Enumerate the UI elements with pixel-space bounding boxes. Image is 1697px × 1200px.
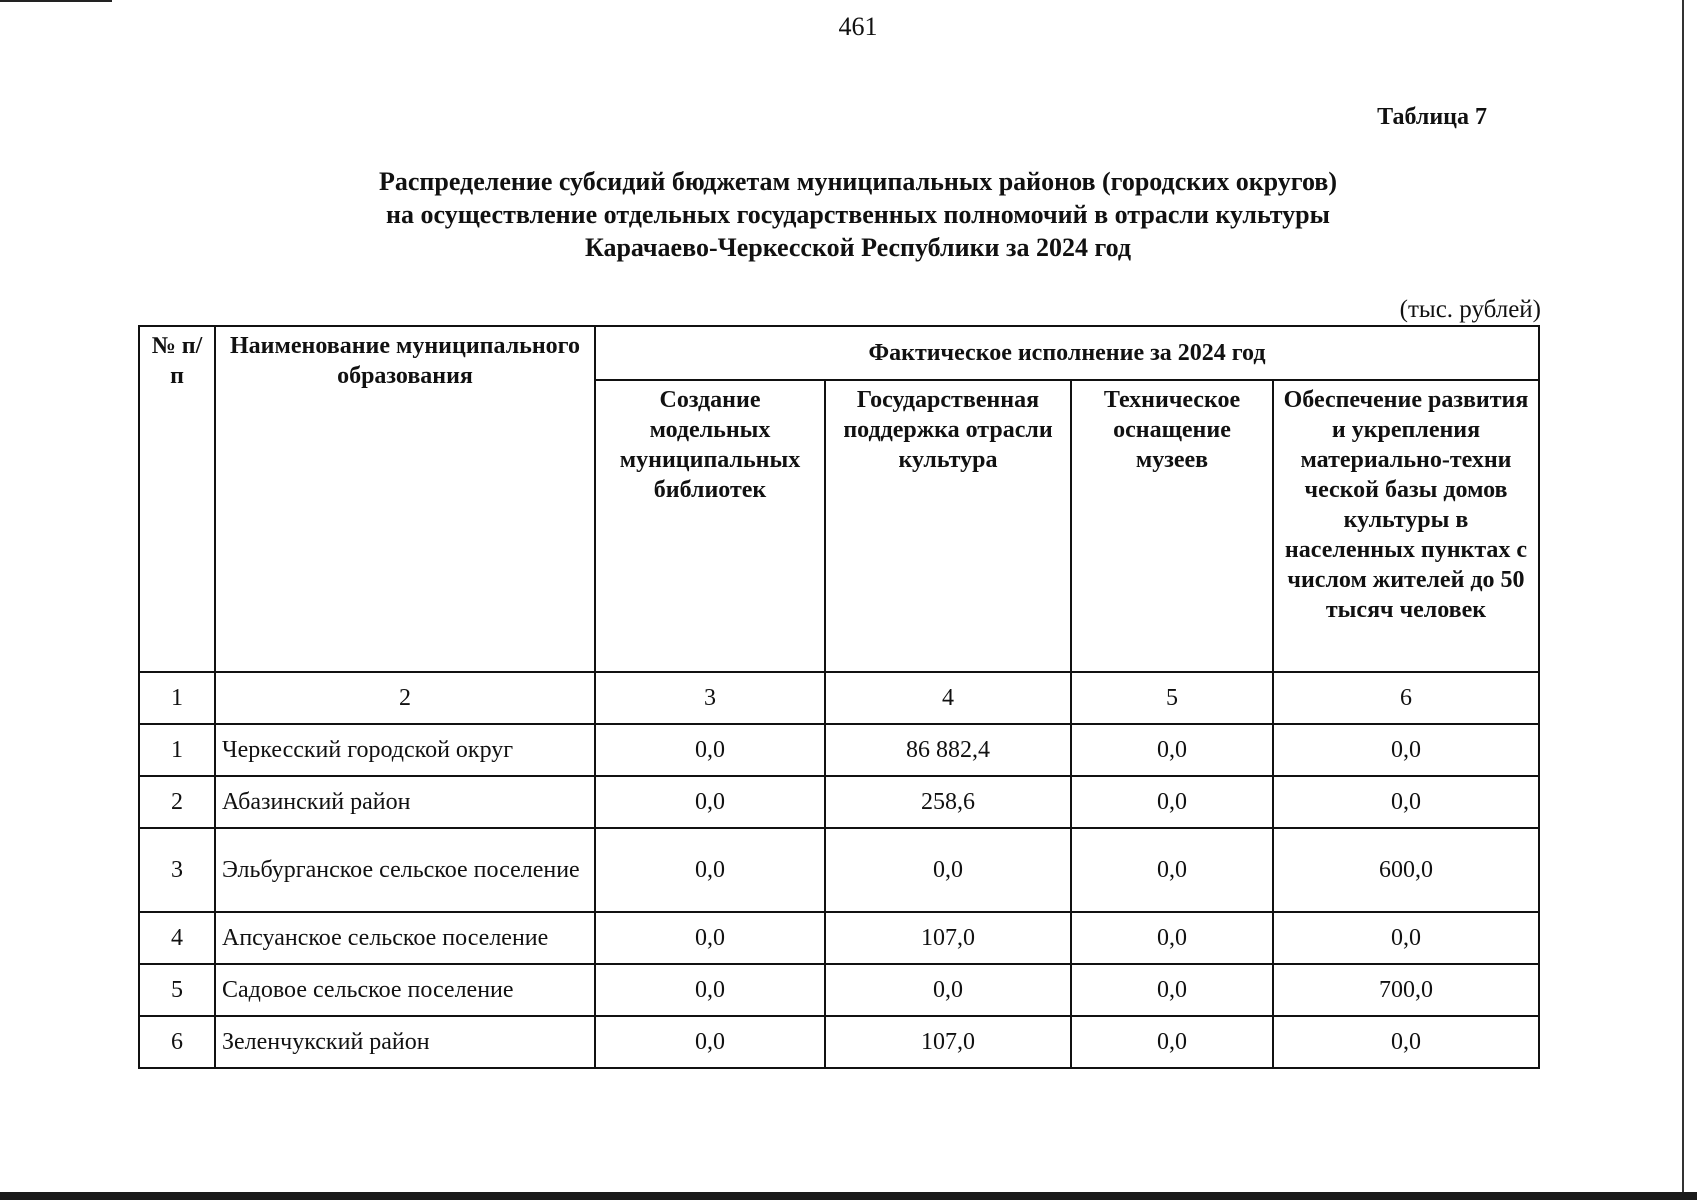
value-state-support: 0,0	[825, 828, 1071, 912]
column-number: 5	[1071, 672, 1273, 724]
value-culture-houses: 0,0	[1273, 912, 1539, 964]
column-number-row	[139, 672, 1539, 724]
municipality-name: Абазинский район	[215, 776, 595, 828]
value-model-libraries: 0,0	[595, 724, 825, 776]
table-row	[139, 912, 1539, 964]
header-name: Наименование муниципального образования	[215, 326, 595, 672]
row-number: 2	[139, 776, 215, 828]
value-culture-houses: 600,0	[1273, 828, 1539, 912]
column-number: 6	[1273, 672, 1539, 724]
value-museum-equipment: 0,0	[1071, 912, 1273, 964]
header-culture-houses: Обеспечение развития и укрепления материально-техни ческой базы домов культуры в населенных пунктах с числом жителей до 50 тысяч человек	[1273, 380, 1539, 672]
municipality-name: Зеленчукский район	[215, 1016, 595, 1068]
value-museum-equipment: 0,0	[1071, 776, 1273, 828]
value-state-support: 258,6	[825, 776, 1071, 828]
row-number: 6	[139, 1016, 215, 1068]
column-number: 2	[215, 672, 595, 724]
row-number: 5	[139, 964, 215, 1016]
header-state-support: Государственная поддержка отрасли культура	[825, 380, 1071, 672]
value-museum-equipment: 0,0	[1071, 964, 1273, 1016]
table-row	[139, 1016, 1539, 1068]
page-number: 461	[838, 12, 878, 41]
value-state-support: 107,0	[825, 912, 1071, 964]
scan-edge-bottom	[0, 1192, 1697, 1200]
value-culture-houses: 700,0	[1273, 964, 1539, 1016]
value-state-support: 107,0	[825, 1016, 1071, 1068]
value-culture-houses: 0,0	[1273, 776, 1539, 828]
municipality-name: Апсуанское сельское поселение	[215, 912, 595, 964]
column-number: 1	[139, 672, 215, 724]
value-model-libraries: 0,0	[595, 912, 825, 964]
value-state-support: 86 882,4	[825, 724, 1071, 776]
value-model-libraries: 0,0	[595, 1016, 825, 1068]
scan-edge-top	[0, 0, 112, 2]
value-museum-equipment: 0,0	[1071, 724, 1273, 776]
title-line-3: Карачаево-Черкесской Республики за 2024 год	[584, 233, 1132, 262]
column-number: 3	[595, 672, 825, 724]
value-state-support: 0,0	[825, 964, 1071, 1016]
column-number: 4	[825, 672, 1071, 724]
value-model-libraries: 0,0	[595, 776, 825, 828]
table-row	[139, 776, 1539, 828]
row-number: 4	[139, 912, 215, 964]
header-model-libraries: Создание модельных муниципальных библиотек	[595, 380, 825, 672]
header-num: № п/п	[139, 326, 215, 672]
municipality-name: Черкесский городской округ	[215, 724, 595, 776]
value-culture-houses: 0,0	[1273, 724, 1539, 776]
table-row	[139, 964, 1539, 1016]
title-line-2: на осуществление отдельных государственных полномочий в отрасли культуры	[386, 200, 1330, 229]
units-label: (тыс. рублей)	[1399, 296, 1541, 323]
row-number: 3	[139, 828, 215, 912]
value-model-libraries: 0,0	[595, 964, 825, 1016]
header-museum-equipment: Техническое оснащение музеев	[1071, 380, 1273, 672]
title-line-1: Распределение субсидий бюджетам муниципальных районов (городских округов)	[378, 167, 1337, 196]
table-label: Таблица 7	[1377, 104, 1487, 130]
municipality-name: Садовое сельское поселение	[215, 964, 595, 1016]
value-museum-equipment: 0,0	[1071, 1016, 1273, 1068]
municipality-name: Эльбурганское сельское поселение	[215, 828, 595, 912]
value-museum-equipment: 0,0	[1071, 828, 1273, 912]
table-row	[139, 828, 1539, 912]
subsidy-table	[138, 325, 1540, 1069]
header-group-actual: Фактическое исполнение за 2024 год	[595, 326, 1539, 380]
row-number: 1	[139, 724, 215, 776]
value-model-libraries: 0,0	[595, 828, 825, 912]
document-title	[0, 165, 1697, 264]
table-row	[139, 724, 1539, 776]
value-culture-houses: 0,0	[1273, 1016, 1539, 1068]
